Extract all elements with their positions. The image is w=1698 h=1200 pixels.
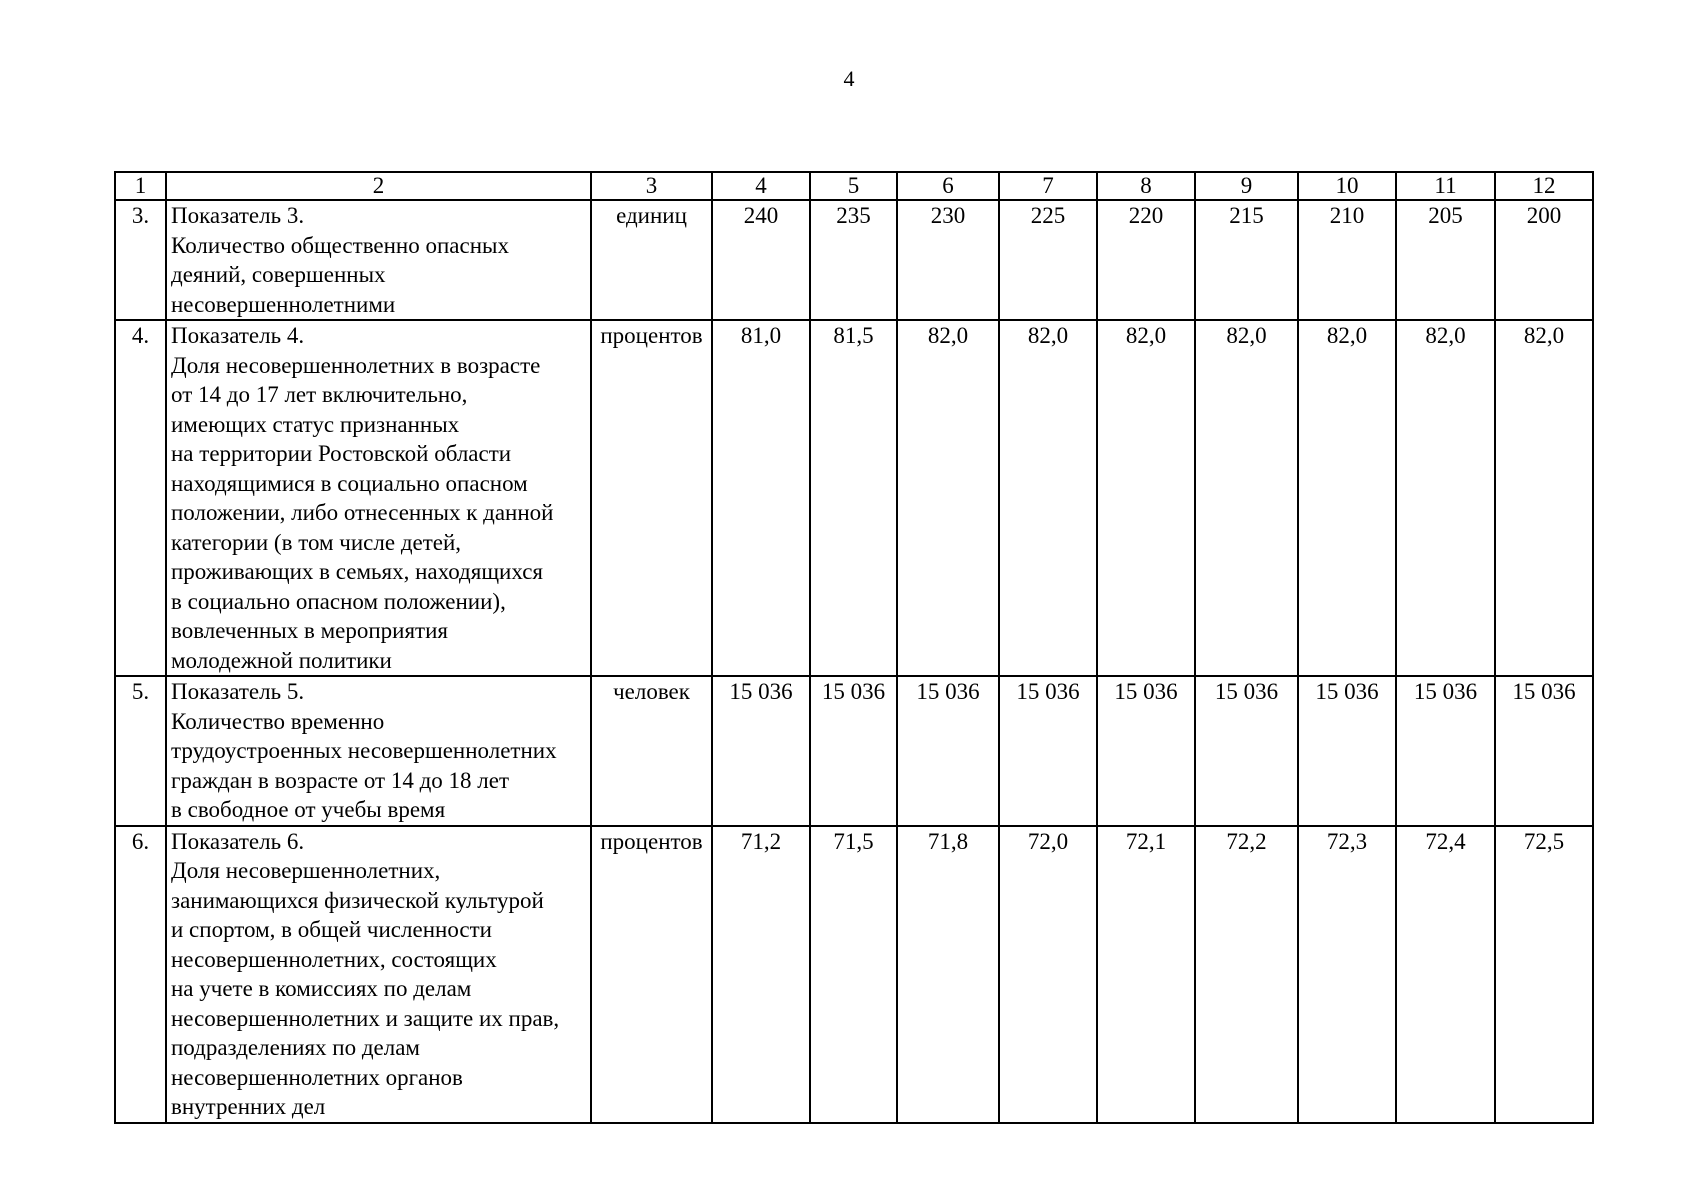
value-cell: 81,5 bbox=[810, 320, 897, 676]
value-cell: 15 036 bbox=[810, 676, 897, 826]
indicator-name-line: несовершеннолетних, состоящих bbox=[171, 946, 497, 972]
value-cell: 71,5 bbox=[810, 826, 897, 1123]
column-number-cell: 10 bbox=[1298, 172, 1396, 200]
indicator-name-cell bbox=[166, 676, 591, 826]
indicator-name-line: на учете в комиссиях по делам bbox=[171, 976, 472, 1001]
unit-cell: процентов bbox=[591, 826, 712, 1123]
indicators-table bbox=[114, 171, 1594, 1124]
value-cell: 82,0 bbox=[1298, 320, 1396, 676]
value-cell: 220 bbox=[1097, 200, 1195, 320]
value-cell: 205 bbox=[1396, 200, 1495, 320]
indicator-name-line: в социально опасном положении), bbox=[171, 588, 506, 614]
value-cell: 81,0 bbox=[712, 320, 810, 676]
value-cell: 15 036 bbox=[1396, 676, 1495, 826]
value-cell: 225 bbox=[999, 200, 1097, 320]
indicator-row bbox=[115, 320, 1593, 676]
row-number-cell: 3. bbox=[115, 200, 166, 320]
indicator-name-line: положении, либо отнесенных к данной bbox=[171, 500, 554, 525]
row-number-cell: 5. bbox=[115, 676, 166, 826]
value-cell: 15 036 bbox=[1195, 676, 1298, 826]
column-number-cell: 3 bbox=[591, 172, 712, 200]
indicator-row bbox=[115, 200, 1593, 320]
column-number-row bbox=[115, 172, 1593, 200]
row-number-cell: 6. bbox=[115, 826, 166, 1123]
indicator-name-line: Показатель 3. bbox=[171, 203, 305, 228]
value-cell: 230 bbox=[897, 200, 999, 320]
column-number-cell: 12 bbox=[1495, 172, 1593, 200]
value-cell: 72,2 bbox=[1195, 826, 1298, 1123]
value-cell: 240 bbox=[712, 200, 810, 320]
indicator-name-line: от 14 до 17 лет включительно, bbox=[171, 382, 468, 407]
indicator-name-line: вовлеченных в мероприятия bbox=[171, 618, 448, 643]
indicator-name-cell bbox=[166, 200, 591, 320]
value-cell: 235 bbox=[810, 200, 897, 320]
value-cell: 82,0 bbox=[1495, 320, 1593, 676]
indicator-name-line: граждан в возрасте от 14 до 18 лет bbox=[171, 767, 510, 793]
column-number-cell: 1 bbox=[115, 172, 166, 200]
indicator-name-line: Количество общественно опасных bbox=[171, 232, 509, 258]
indicator-name-line: на территории Ростовской области bbox=[171, 441, 512, 466]
value-cell: 210 bbox=[1298, 200, 1396, 320]
column-number-cell: 2 bbox=[166, 172, 591, 200]
indicator-name-line: Количество временно bbox=[171, 708, 385, 734]
indicator-name-line: имеющих статус признанных bbox=[171, 411, 460, 437]
value-cell: 72,0 bbox=[999, 826, 1097, 1123]
indicator-name-line: Показатель 5. bbox=[171, 679, 305, 704]
column-number-cell: 9 bbox=[1195, 172, 1298, 200]
value-cell: 15 036 bbox=[712, 676, 810, 826]
value-cell: 72,1 bbox=[1097, 826, 1195, 1123]
indicator-name-line: Показатель 4. bbox=[171, 323, 305, 348]
indicator-name-line: внутренних дел bbox=[171, 1094, 326, 1119]
indicator-name-line: занимающихся физической культурой bbox=[171, 887, 544, 913]
indicator-name-line: несовершеннолетними bbox=[171, 291, 396, 317]
indicator-row bbox=[115, 826, 1593, 1123]
indicator-name-line: проживающих в семьях, находящихся bbox=[171, 559, 543, 584]
value-cell: 82,0 bbox=[1396, 320, 1495, 676]
indicator-name-line: несовершеннолетних органов bbox=[171, 1064, 463, 1090]
value-cell: 82,0 bbox=[999, 320, 1097, 676]
indicator-name-line: Доля несовершеннолетних, bbox=[171, 858, 441, 883]
indicator-row bbox=[115, 676, 1593, 826]
value-cell: 72,4 bbox=[1396, 826, 1495, 1123]
indicator-name-line: Показатель 6. bbox=[171, 828, 305, 854]
indicator-name-line: в свободное от учебы время bbox=[171, 797, 446, 822]
value-cell: 15 036 bbox=[999, 676, 1097, 826]
page-number: 4 bbox=[843, 66, 855, 91]
value-cell: 82,0 bbox=[1195, 320, 1298, 676]
value-cell: 82,0 bbox=[897, 320, 999, 676]
unit-cell: единиц bbox=[591, 200, 712, 320]
column-number-cell: 6 bbox=[897, 172, 999, 200]
value-cell: 71,8 bbox=[897, 826, 999, 1123]
indicator-name-cell bbox=[166, 826, 591, 1123]
column-number-cell: 4 bbox=[712, 172, 810, 200]
indicator-name-line: несовершеннолетних и защите их прав, bbox=[171, 1005, 560, 1031]
unit-cell: человек bbox=[591, 676, 712, 826]
column-number-cell: 5 bbox=[810, 172, 897, 200]
indicator-name-cell bbox=[166, 320, 591, 676]
indicator-name-line: трудоустроенных несовершеннолетних bbox=[171, 738, 557, 763]
value-cell: 71,2 bbox=[712, 826, 810, 1123]
indicator-name-line: молодежной политики bbox=[171, 647, 392, 673]
unit-cell: процентов bbox=[591, 320, 712, 676]
column-number-cell: 11 bbox=[1396, 172, 1495, 200]
indicator-name-line: Доля несовершеннолетних в возрасте bbox=[171, 352, 541, 378]
indicator-name-line: деяний, совершенных bbox=[171, 262, 386, 287]
table-body bbox=[115, 172, 1593, 1123]
indicator-name-line: находящимися в социально опасном bbox=[171, 470, 528, 496]
column-number-cell: 8 bbox=[1097, 172, 1195, 200]
indicator-name-line: категории (в том числе детей, bbox=[171, 529, 462, 555]
indicator-name-line: и спортом, в общей численности bbox=[171, 917, 492, 942]
value-cell: 15 036 bbox=[897, 676, 999, 826]
indicator-name-line: подразделениях по делам bbox=[171, 1035, 420, 1060]
value-cell: 72,3 bbox=[1298, 826, 1396, 1123]
value-cell: 82,0 bbox=[1097, 320, 1195, 676]
row-number-cell: 4. bbox=[115, 320, 166, 676]
value-cell: 15 036 bbox=[1298, 676, 1396, 826]
value-cell: 15 036 bbox=[1495, 676, 1593, 826]
value-cell: 15 036 bbox=[1097, 676, 1195, 826]
value-cell: 72,5 bbox=[1495, 826, 1593, 1123]
value-cell: 200 bbox=[1495, 200, 1593, 320]
value-cell: 215 bbox=[1195, 200, 1298, 320]
column-number-cell: 7 bbox=[999, 172, 1097, 200]
